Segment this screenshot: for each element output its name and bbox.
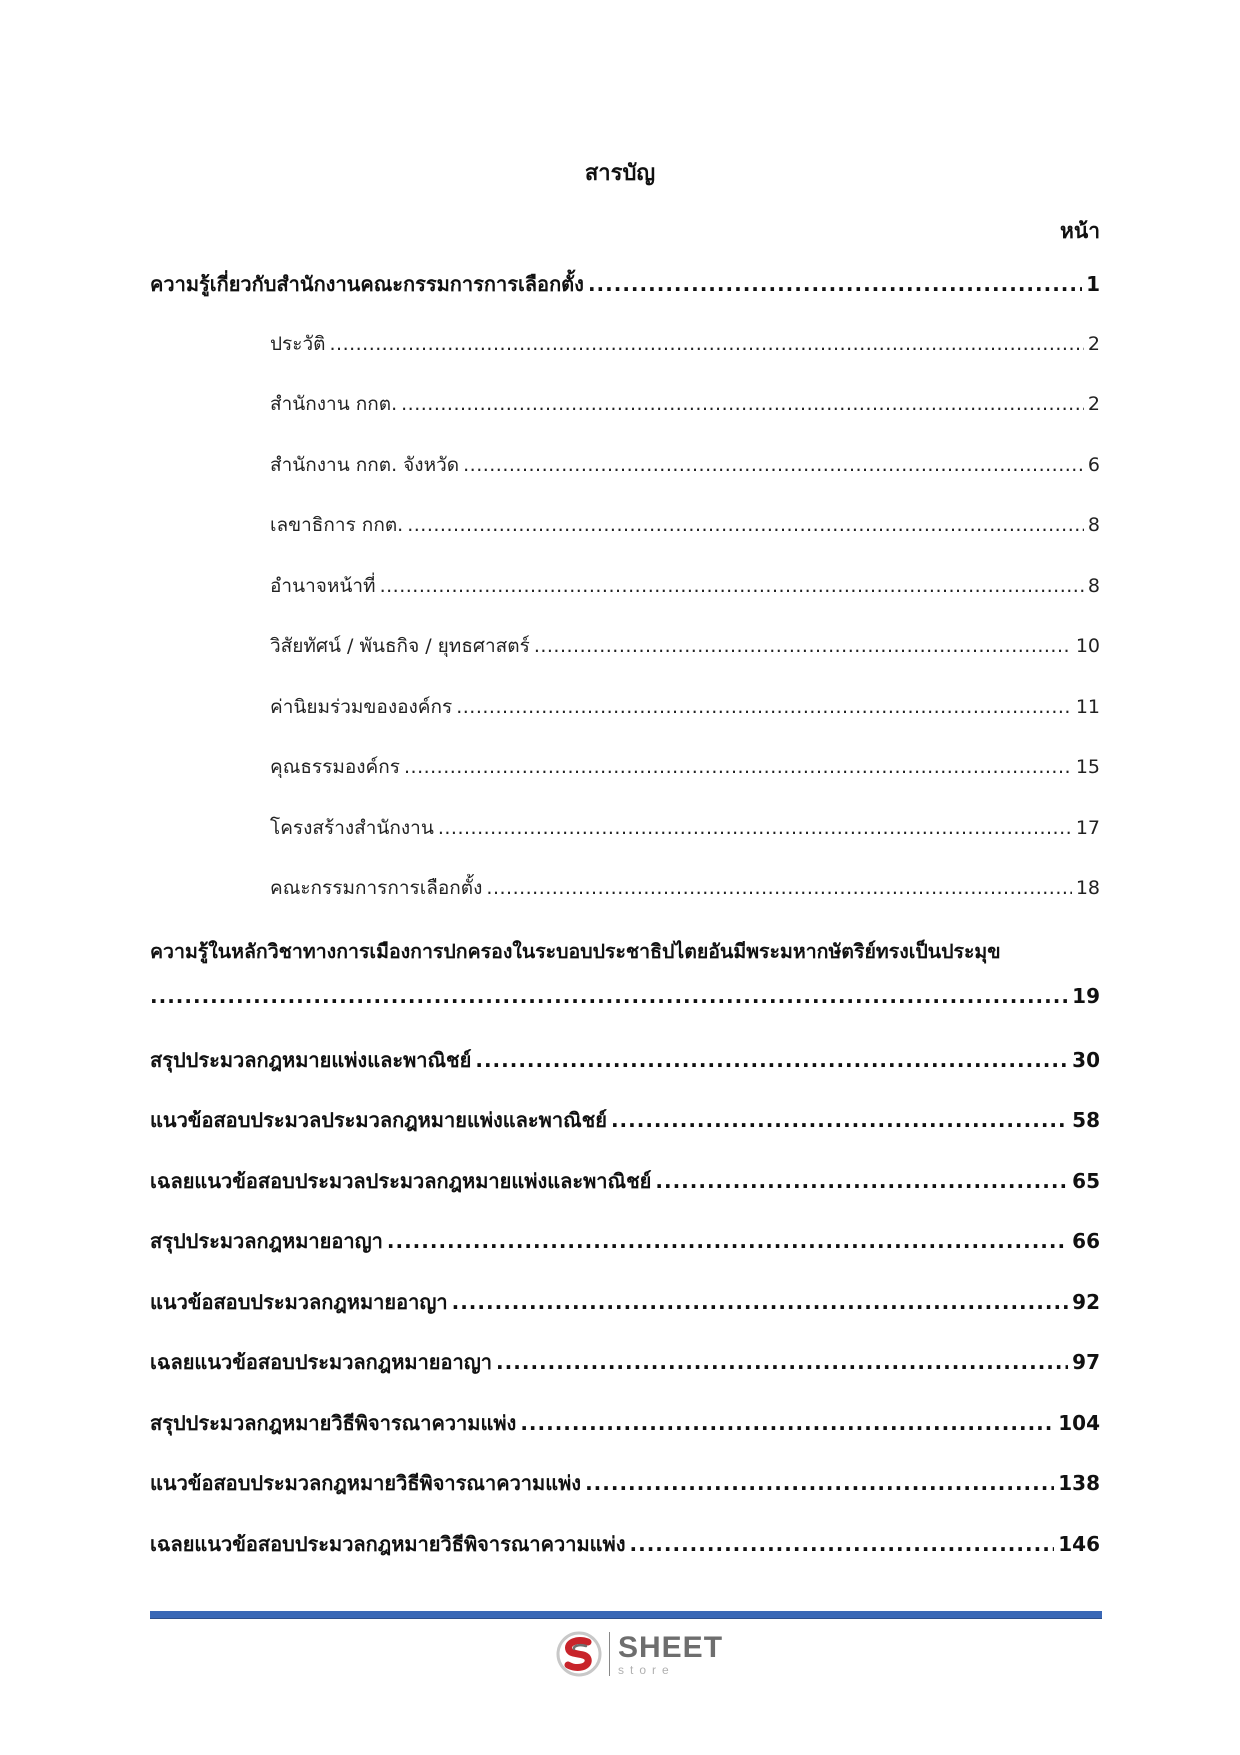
dot-leader [655, 1169, 1068, 1193]
logo-subword: store [618, 1662, 675, 1677]
toc-subentry[interactable] [150, 631, 1100, 692]
dot-leader [588, 272, 1082, 296]
toc-entry[interactable] [150, 1286, 1100, 1347]
toc-entry-page: 104 [1058, 1410, 1100, 1435]
toc-entry[interactable] [150, 1467, 1100, 1528]
toc-entry-label: แนวข้อสอบประมวลกฎหมายวิธีพิจารณาความแพ่ง [150, 1471, 582, 1495]
toc-entry-page: 8 [1087, 514, 1100, 536]
toc-entry-label: แนวข้อสอบประมวลกฎหมายอาญา [150, 1289, 448, 1314]
toc-entry[interactable] [150, 936, 1100, 1044]
toc-entry-label: เฉลยแนวข้อสอบประมวลกฎหมายอาญา [150, 1350, 493, 1374]
toc-subentry[interactable] [150, 692, 1100, 753]
toc-entry-page: 97 [1072, 1350, 1100, 1374]
toc-subentry[interactable] [150, 813, 1100, 874]
toc-entry-page: 92 [1072, 1289, 1100, 1314]
dot-leader [463, 454, 1084, 476]
sheet-store-logo-icon [555, 1630, 603, 1678]
toc-entry[interactable] [150, 1104, 1100, 1165]
toc-entry-label: เลขาธิการ กกต. [270, 514, 404, 536]
toc-entry-label: สรุปประมวลกฎหมายแพ่งและพาณิชย์ [150, 1047, 472, 1072]
toc-entry-label: สำนักงาน กกต. จังหวัด [270, 453, 460, 476]
toc-entry-label: โครงสร้างสำนักงาน [270, 816, 434, 839]
toc-entry-label: ประวัติ [270, 332, 326, 355]
toc-entry-page: 18 [1075, 877, 1100, 899]
dot-leader [452, 1290, 1069, 1314]
dot-leader [329, 333, 1083, 355]
toc-entry-label: แนวข้อสอบประมวลประมวลกฎหมายแพ่งและพาณิชย์ [150, 1108, 607, 1132]
dot-leader [404, 756, 1072, 778]
toc-subentry[interactable] [150, 571, 1100, 632]
toc-entry[interactable] [150, 1165, 1100, 1226]
dot-leader [387, 1229, 1068, 1253]
toc-entry-label: เฉลยแนวข้อสอบประมวลประมวลกฎหมายแพ่งและพาณิชย์ [150, 1168, 652, 1193]
toc-entry-label: สรุปประมวลกฎหมายวิธีพิจารณาความแพ่ง [150, 1410, 517, 1435]
toc-entry-label: ความรู้เกี่ยวกับสำนักงานคณะกรรมการการเลือกตั้ง [150, 272, 584, 296]
toc-entry[interactable] [150, 268, 1100, 329]
toc-entry-label: สรุปประมวลกฎหมายอาญา [150, 1229, 383, 1253]
toc-entry-label: สำนักงาน กกต. [270, 393, 398, 415]
toc-entry[interactable] [150, 1044, 1100, 1105]
toc-entry-label: คุณธรรมองค์กร [270, 756, 400, 778]
toc-entry-page: 65 [1072, 1168, 1100, 1193]
toc-entry-page: 17 [1075, 816, 1100, 839]
toc-entry-page: 8 [1087, 574, 1100, 597]
dot-leader [520, 1411, 1054, 1435]
toc-entry-page: 10 [1075, 635, 1100, 657]
toc-entry-label: อำนาจหน้าที่ [270, 574, 376, 597]
toc-entry-page: 2 [1087, 332, 1100, 355]
toc-entry-page: 138 [1058, 1471, 1100, 1495]
toc-subentry[interactable] [150, 873, 1100, 934]
toc-entry[interactable] [150, 1225, 1100, 1286]
toc-subentry[interactable] [150, 510, 1100, 571]
logo-divider [609, 1632, 610, 1676]
toc-entry-page: 66 [1072, 1229, 1100, 1253]
toc-entry-page: 2 [1087, 393, 1100, 415]
dot-leader [611, 1108, 1068, 1132]
footer-rule [150, 1611, 1102, 1619]
dot-leader [630, 1532, 1055, 1556]
table-of-contents [150, 268, 1100, 1588]
dot-leader [380, 575, 1084, 597]
toc-subentry[interactable] [150, 450, 1100, 511]
dot-leader [438, 817, 1072, 839]
dot-leader [150, 984, 1068, 1008]
dot-leader [486, 877, 1071, 899]
toc-entry-page: 30 [1072, 1047, 1100, 1072]
toc-entry-page: 58 [1072, 1108, 1100, 1132]
toc-subentry[interactable] [150, 329, 1100, 390]
page-column-header: หน้า [1060, 219, 1100, 243]
dot-leader [534, 635, 1072, 657]
toc-entry[interactable] [150, 1528, 1100, 1589]
toc-entry-page: 15 [1075, 756, 1100, 778]
toc-entry-label: ค่านิยมร่วมขององค์กร [270, 695, 453, 718]
toc-entry[interactable] [150, 1346, 1100, 1407]
toc-entry-label: เฉลยแนวข้อสอบประมวลกฎหมายวิธีพิจารณาความแพ่ง [150, 1531, 626, 1556]
toc-entry-label: ความรู้ในหลักวิชาทางการเมืองการปกครองในระบอบประชาธิปไตยอันมีพระมหากษัตริย์ทรงเป็นประมุข [150, 939, 1001, 963]
logo-text [618, 1630, 724, 1677]
dot-leader [496, 1350, 1068, 1374]
dot-leader [407, 514, 1084, 536]
logo-word: SHEET [618, 1630, 724, 1664]
toc-entry-page: 19 [1072, 983, 1100, 1008]
toc-entry-page: 11 [1075, 695, 1100, 718]
toc-entry[interactable] [150, 1407, 1100, 1468]
toc-entry-page: 146 [1058, 1531, 1100, 1556]
sheet-store-logo [555, 1630, 723, 1678]
toc-entry-page: 6 [1087, 453, 1100, 476]
toc-subentry[interactable] [150, 389, 1100, 450]
toc-entry-page: 1 [1086, 272, 1100, 296]
dot-leader [456, 696, 1072, 718]
dot-leader [401, 393, 1084, 415]
toc-entry-label: วิสัยทัศน์ / พันธกิจ / ยุทธศาสตร์ [270, 635, 530, 657]
toc-entry-label: คณะกรรมการการเลือกตั้ง [270, 877, 483, 899]
dot-leader [475, 1048, 1068, 1072]
page-title: สารบัญ [584, 161, 656, 186]
dot-leader [585, 1471, 1054, 1495]
toc-subentry[interactable] [150, 752, 1100, 813]
